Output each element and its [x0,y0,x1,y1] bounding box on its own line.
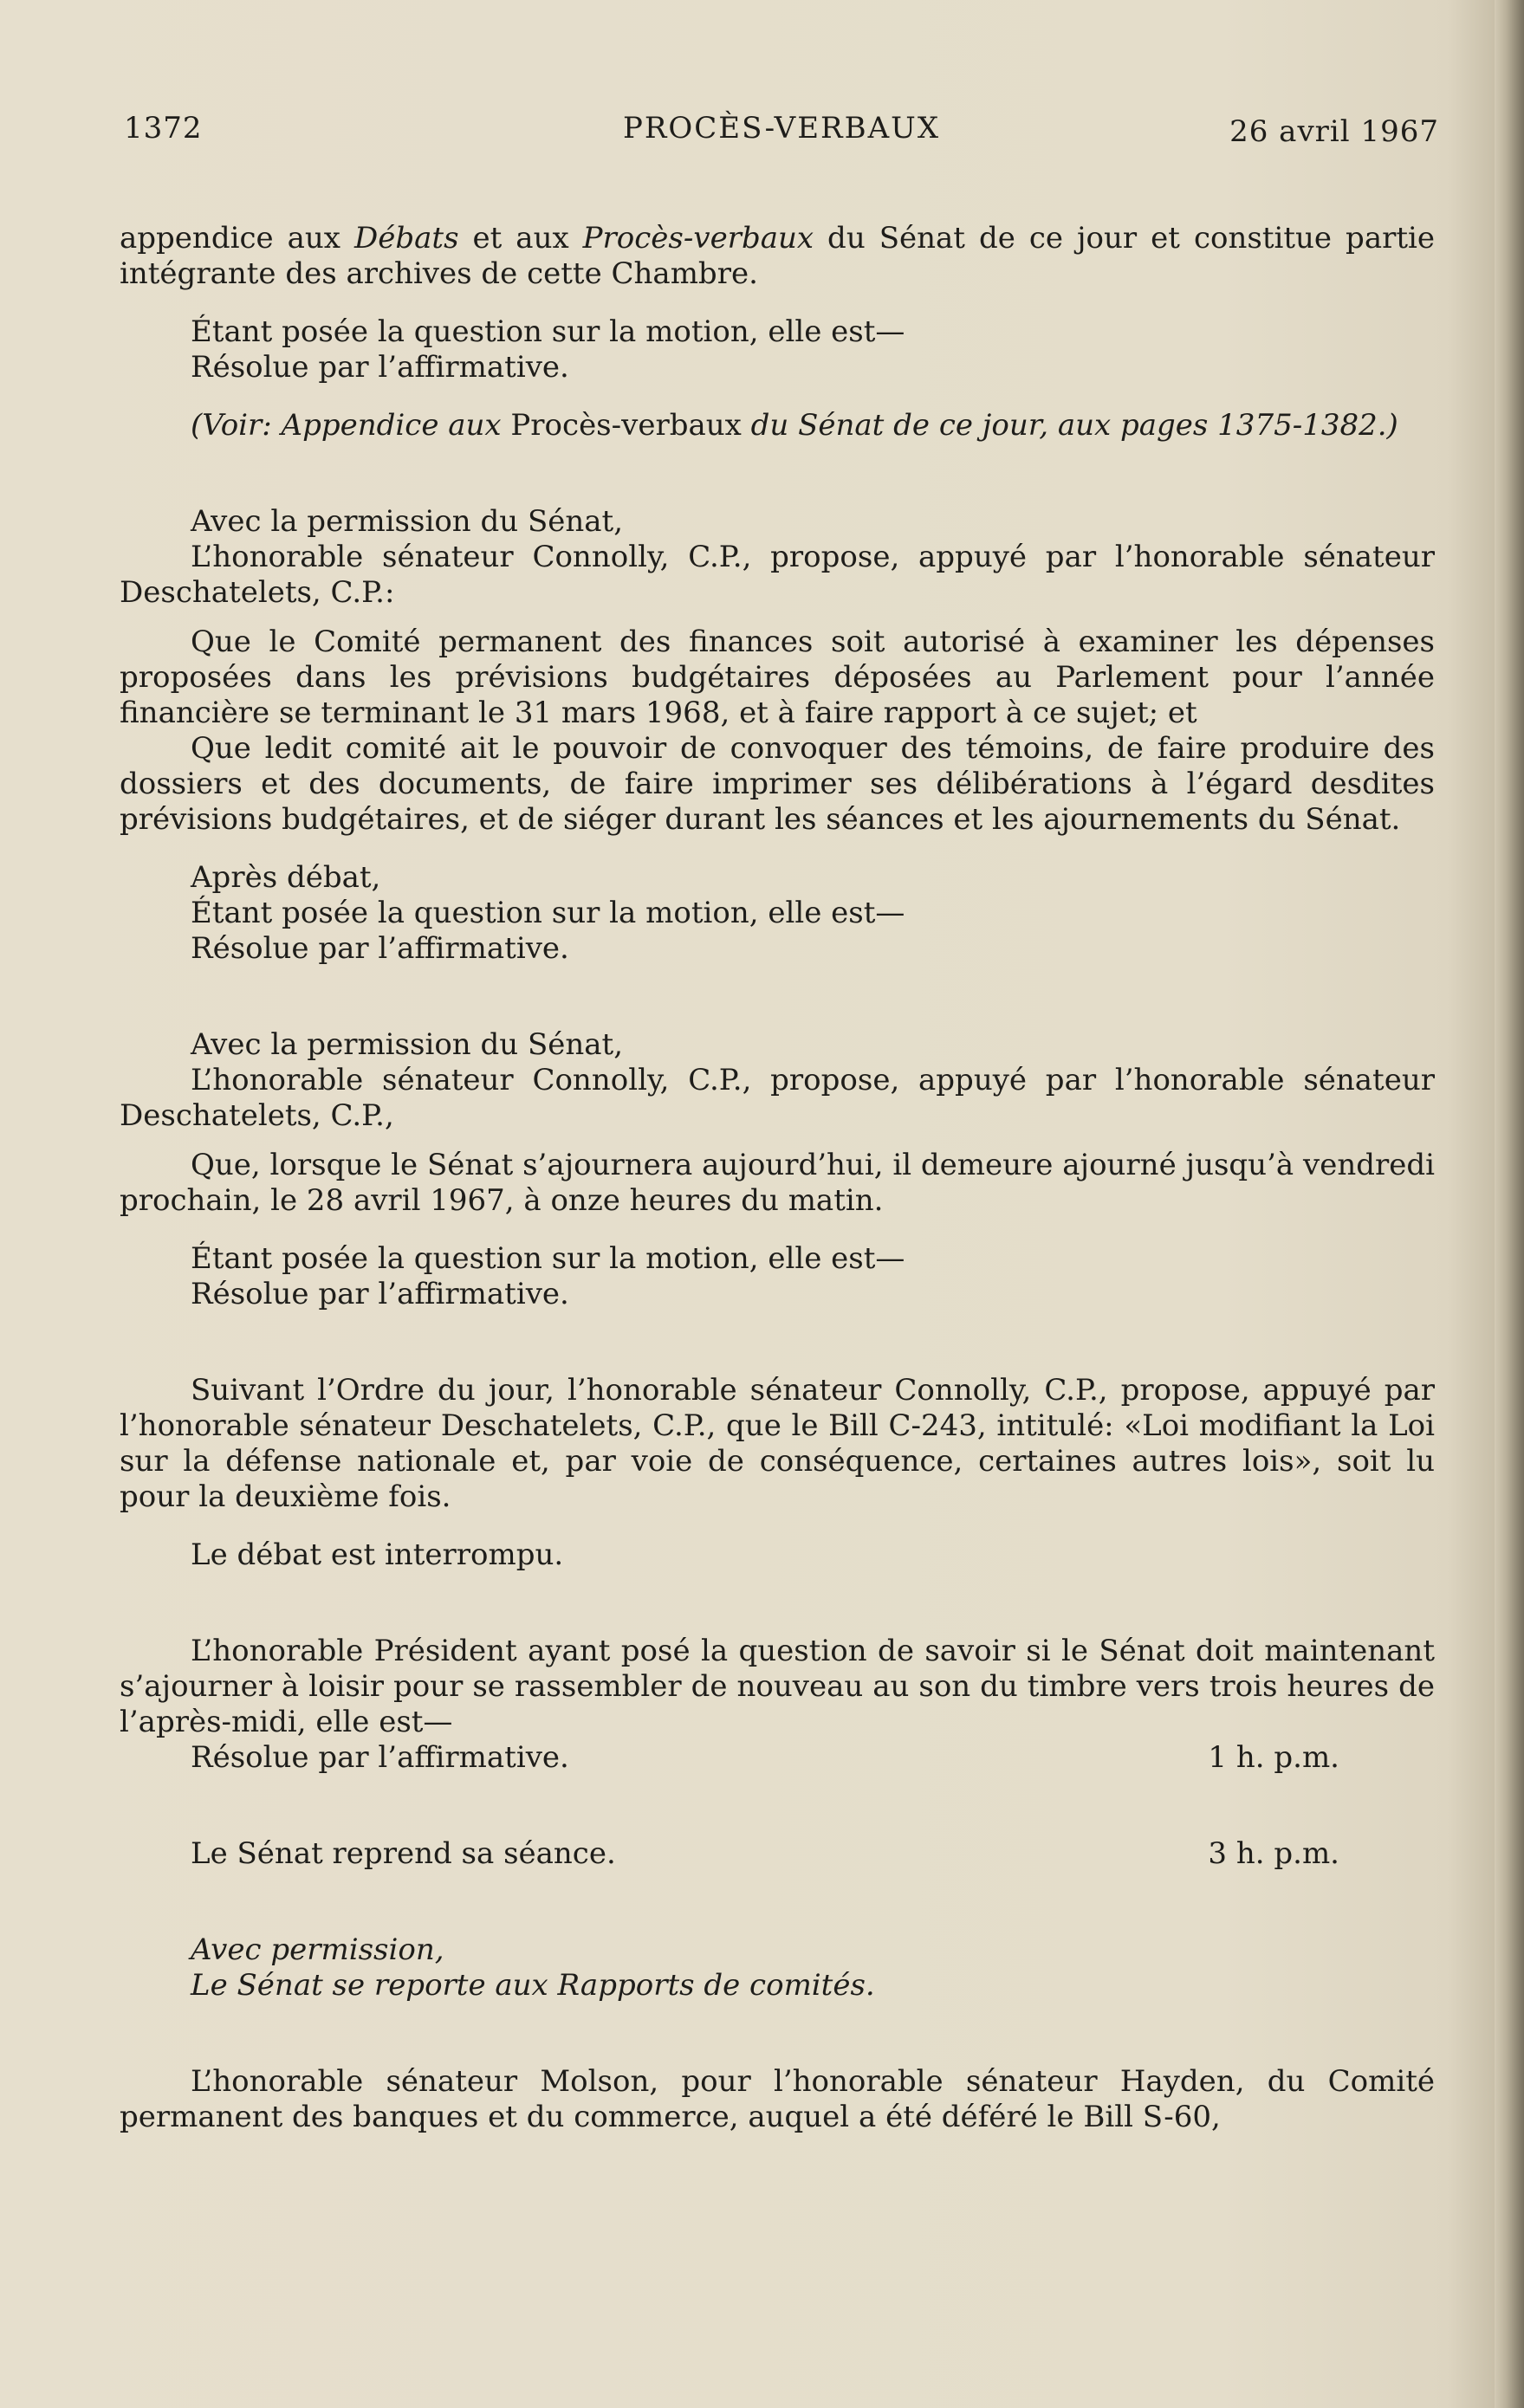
page-number: 1372 [124,111,203,146]
rapports-comites: Le Sénat se reporte aux Rapports de comités. [191,1968,875,2003]
motion1-resolution: Résolue par l’affirmative. [191,931,569,966]
motion2-resolution: Résolue par l’affirmative. [191,1277,569,1311]
motion1-question: Étant posée la question sur la motion, elle est— [191,896,905,930]
document-body [120,221,1435,2135]
page-date: 26 avril 1967 [1229,114,1439,149]
time-1pm: 1 h. p.m. [1208,1740,1339,1775]
ajournement-resolution: Résolue par l’affirmative. [191,1740,569,1775]
motion1-propose: L’honorable sénateur Connolly, C.P., propose, appuyé par l’honorable sénateur Deschatelets, C.P.: [120,540,1435,610]
avec-permission: Avec permission, [191,1932,444,1967]
motion1-apres-debat: Après débat, [191,860,381,895]
debat-interrompu: Le débat est interrompu. [191,1537,564,1572]
voir-reference: (Voir: Appendice aux Procès-verbaux du Sénat de ce jour, aux pages 1375-1382.) [191,408,1398,443]
motion1-que-2: Que ledit comité ait le pouvoir de convoquer des témoins, de faire produire des dossiers et des documents, de faire imprimer ses délibérations à l’égard desdites prévisions budgétaires, et de siéger durant les séances et les ajournements du Sénat. [120,731,1435,837]
motion1-permission: Avec la permission du Sénat, [191,504,624,539]
bill-c243-paragraph: Suivant l’Ordre du jour, l’honorable sénateur Connolly, C.P., propose, appuyé par l’honorable sénateur Deschatelets, C.P., que le Bill C-243, intitulé: «Loi modifiant la Loi sur la défense nationale et, par voie de conséquence, certaines autres lois», soit lu pour la deuxième fois. [120,1373,1435,1514]
question-line: Étant posée la question sur la motion, elle est— [191,314,905,349]
paragraph-appendice: appendice aux Débats et aux Procès-verbaux du Sénat de ce jour et constitue partie intégrante des archives de cette Chambre. [120,221,1435,291]
senat-reprend: Le Sénat reprend sa séance. [191,1836,616,1871]
time-3pm: 3 h. p.m. [1208,1836,1339,1871]
motion2-propose: L’honorable sénateur Connolly, C.P., propose, appuyé par l’honorable sénateur Deschatelets, C.P., [120,1063,1435,1133]
motion2-question: Étant posée la question sur la motion, elle est— [191,1241,905,1276]
page-edge-shadow [1495,0,1524,2408]
page-header [124,111,1439,154]
motion1-que-1: Que le Comité permanent des finances soit autorisé à examiner les dépenses proposées dans les prévisions budgétaires déposées au Parlement pour l’année financière se terminant le 31 mars 1968, et à faire rapport à ce sujet; et [120,625,1435,730]
ajournement-resolution-row [120,1740,1435,1776]
motion2-que: Que, lorsque le Sénat s’ajournera aujourd’hui, il demeure ajourné jusqu’à vendredi prochain, le 28 avril 1967, à onze heures du matin. [120,1148,1435,1218]
page-title: PROCÈS-VERBAUX [622,111,941,146]
ajournement-paragraph: L’honorable Président ayant posé la question de savoir si le Sénat doit maintenant s’ajourner à loisir pour se rassembler de nouveau au son du timbre vers trois heures de l’après-midi, elle est— [120,1634,1435,1739]
motion2-permission: Avec la permission du Sénat, [191,1027,624,1062]
molson-paragraph: L’honorable sénateur Molson, pour l’honorable sénateur Hayden, du Comité permanent des banques et du commerce, auquel a été déféré le Bill S-60, [120,2064,1435,2134]
reprise-row [120,1836,1435,1872]
resolution-line: Résolue par l’affirmative. [191,350,569,385]
